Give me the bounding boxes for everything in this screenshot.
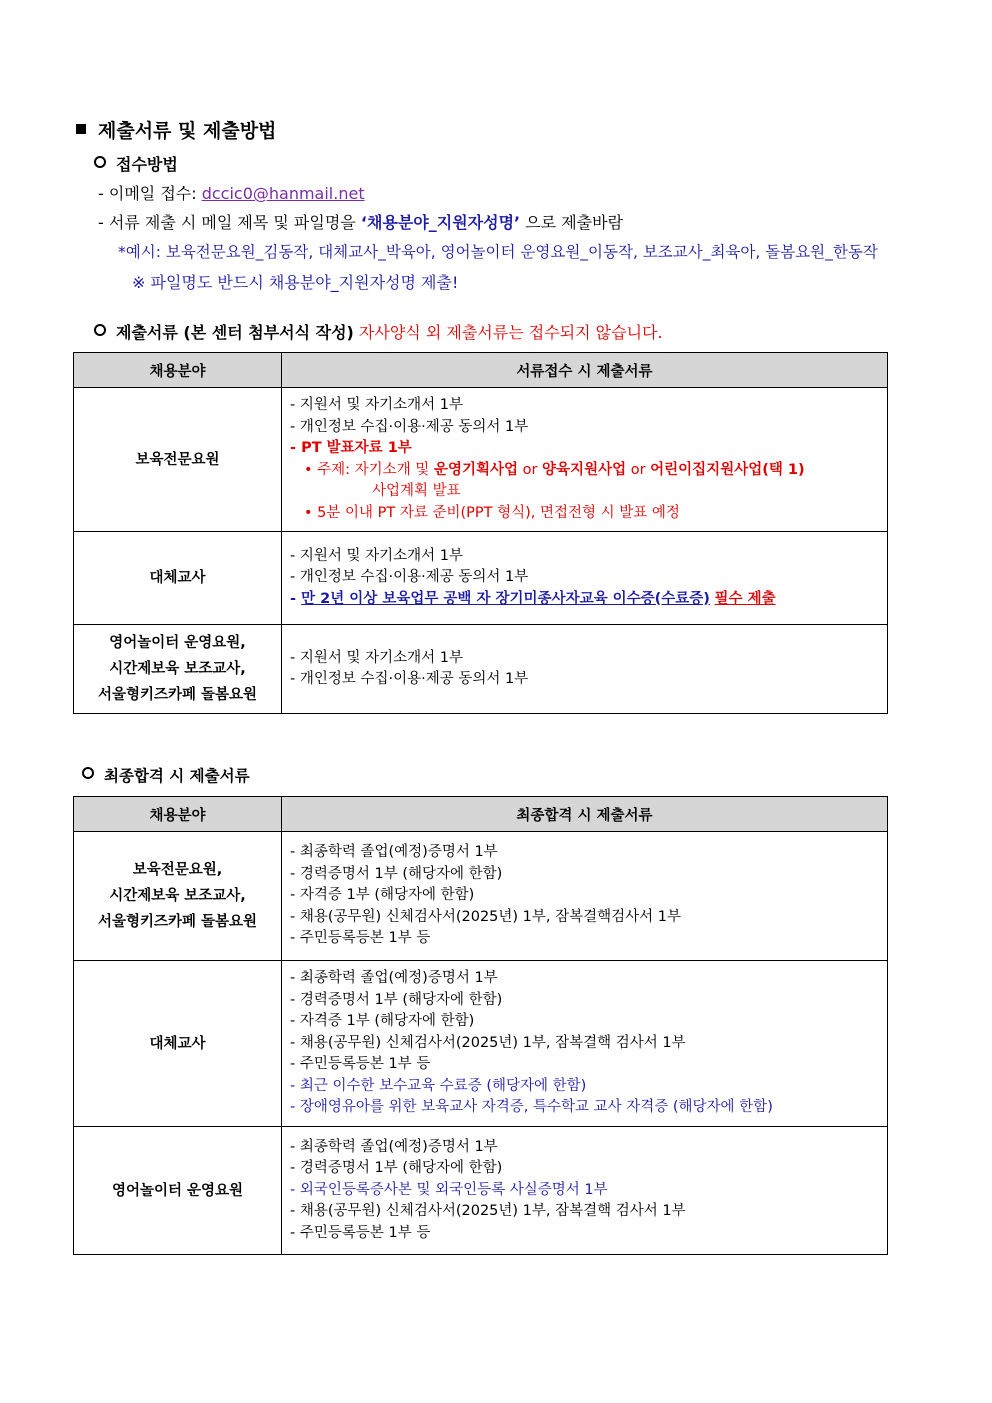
list-item: • 주제: 자기소개 및 운영기획사업 or 양육지원사업 or 어린이집지원사업(택 1)	[304, 461, 805, 478]
list-item: - 경력증명서 1부 (해당자에 한함)	[290, 865, 503, 882]
documents-cell	[282, 532, 888, 625]
circle-bullet-icon	[82, 767, 94, 779]
list-item: - 채용(공무원) 신체검사서(2025년) 1부, 잠복결핵 검사서 1부	[290, 1203, 686, 1220]
col-header-documents: 서류접수 시 제출서류	[282, 353, 888, 388]
list-item: - 채용(공무원) 신체검사서(2025년) 1부, 잠복결핵검사서 1부	[290, 908, 682, 925]
col-header-category: 채용분야	[74, 797, 282, 832]
filename-note: ※ 파일명도 반드시 채용분야_지원자성명 제출!	[132, 273, 459, 292]
list-item: - 경력증명서 1부 (해당자에 한함)	[290, 1160, 503, 1177]
list-item: - 개인정보 수집·이용·제공 동의서 1부	[290, 569, 529, 586]
list-item: - 최종학력 졸업(예정)증명서 1부	[290, 844, 498, 861]
list-item: - PT 발표자료 1부	[290, 440, 412, 456]
example-line: *예시: 보육전문요원_김동작, 대체교사_박육아, 영어놀이터 운영요원_이동작, 보조교사_최육아, 돌봄요원_한동작	[118, 243, 878, 261]
table-row	[74, 832, 888, 961]
table-row	[74, 961, 888, 1127]
section-title: 제출서류 및 제출방법	[76, 116, 276, 143]
final-heading: 최종합격 시 제출서류	[82, 764, 250, 786]
list-item: • 5분 이내 PT 자료 준비(PPT 형식), 면접전형 시 발표 예정	[304, 504, 680, 521]
filename-line: - 서류 제출 시 메일 제목 및 파일명을 ‘채용분야_지원자성명’ 으로 제출바람	[98, 213, 624, 232]
col-header-documents: 최종합격 시 제출서류	[282, 797, 888, 832]
list-item: - 외국인등록증사본 및 외국인등록 사실증명서 1부	[290, 1181, 608, 1198]
table-row	[74, 1127, 888, 1255]
documents-cell	[282, 961, 888, 1127]
list-item: - 주민등록등본 1부 등	[290, 1224, 431, 1241]
category-cell: 영어놀이터 운영요원, 시간제보육 보조교사, 서울형키즈카페 돌봄요원	[74, 625, 282, 714]
list-item: - 경력증명서 1부 (해당자에 한함)	[290, 991, 503, 1008]
documents-cell	[282, 625, 888, 714]
email-link[interactable]: dccic0@hanmail.net	[201, 184, 365, 203]
list-item: 사업계획 발표	[372, 483, 461, 499]
list-item: - 주민등록등본 1부 등	[290, 930, 431, 947]
list-item: - 지원서 및 자기소개서 1부	[290, 547, 463, 564]
receipt-heading: 접수방법	[94, 152, 178, 175]
table-row	[74, 388, 888, 532]
list-item: - 개인정보 수집·이용·제공 동의서 1부	[290, 671, 529, 687]
documents-cell	[282, 1127, 888, 1255]
final-docs-table	[73, 796, 888, 1255]
list-item: - 만 2년 이상 보육업무 공백 자 장기미종사자교육 이수증(수료증) 필수 제출	[290, 590, 776, 607]
table-header-row	[74, 797, 888, 832]
list-item: - 최종학력 졸업(예정)증명서 1부	[290, 970, 498, 987]
docs-heading: 제출서류 (본 센터 첨부서식 작성) 자사양식 외 제출서류는 접수되지 않습니다.	[94, 320, 663, 343]
category-cell: 보육전문요원	[74, 388, 282, 532]
table-row	[74, 625, 888, 714]
list-item: - 최종학력 졸업(예정)증명서 1부	[290, 1138, 498, 1155]
list-item: - 자격증 1부 (해당자에 한함)	[290, 887, 475, 904]
circle-bullet-icon	[94, 156, 106, 168]
submission-docs-table	[73, 352, 888, 714]
email-line: - 이메일 접수: dccic0@hanmail.net	[98, 184, 365, 203]
col-header-category: 채용분야	[74, 353, 282, 388]
category-cell: 보육전문요원, 시간제보육 보조교사, 서울형키즈카페 돌봄요원	[74, 832, 282, 961]
documents-cell	[282, 388, 888, 532]
list-item: - 개인정보 수집·이용·제공 동의서 1부	[290, 418, 529, 435]
circle-bullet-icon	[94, 324, 106, 336]
list-item: - 채용(공무원) 신체검사서(2025년) 1부, 잠복결핵 검사서 1부	[290, 1034, 686, 1051]
list-item: - 장애영유아를 위한 보육교사 자격증, 특수학교 교사 자격증 (해당자에 한함)	[290, 1099, 773, 1116]
list-item: - 주민등록등본 1부 등	[290, 1056, 431, 1073]
category-cell: 대체교사	[74, 961, 282, 1127]
category-cell: 대체교사	[74, 532, 282, 625]
category-cell: 영어놀이터 운영요원	[74, 1127, 282, 1255]
table-header-row	[74, 353, 888, 388]
square-bullet-icon	[76, 124, 86, 134]
list-item: - 지원서 및 자기소개서 1부	[290, 397, 463, 413]
list-item: - 지원서 및 자기소개서 1부	[290, 649, 463, 666]
list-item: - 자격증 1부 (해당자에 한함)	[290, 1013, 475, 1030]
table-row	[74, 532, 888, 625]
documents-cell	[282, 832, 888, 961]
list-item: - 최근 이수한 보수교육 수료증 (해당자에 한함)	[290, 1077, 587, 1094]
